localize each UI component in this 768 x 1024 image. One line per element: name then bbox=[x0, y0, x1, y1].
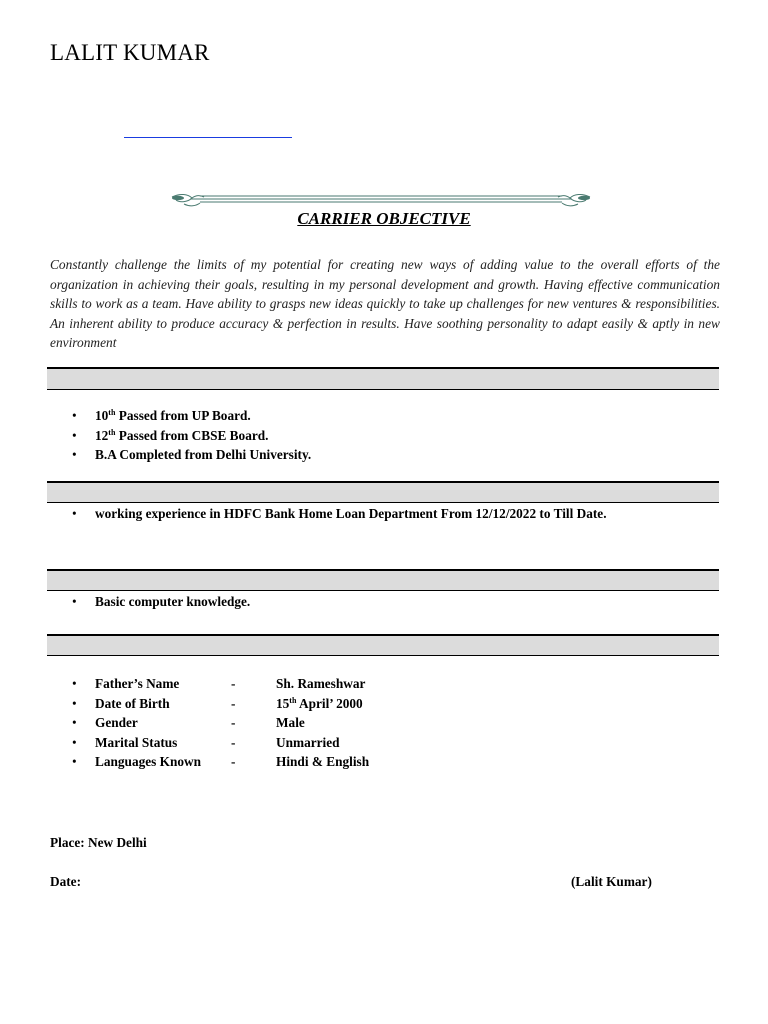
bullet-icon: • bbox=[72, 734, 77, 750]
section-bar-skills bbox=[47, 569, 719, 591]
bullet-icon: • bbox=[72, 506, 77, 521]
education-list bbox=[50, 406, 311, 465]
bullet-icon: • bbox=[72, 715, 77, 730]
list-item: • working experience in HDFC Bank Home Loan Department From 12/12/2022 to Till Date. bbox=[50, 504, 607, 524]
list-item: • 10th Passed from UP Board. bbox=[50, 406, 311, 426]
objective-paragraph: Constantly challenge the limits of my potential for creating new ways of adding value to the overall efforts of the organization in achieving their goals, resulting in my personal development and growth. Having effective communication skills to work as a team. Have ability to grasps new ideas quickly to take up challenges for new ventures & responsibilities. An inherent ability to produce accuracy & perfection in results. Have soothing personality to adapt easily & aptly in new environment bbox=[50, 257, 720, 350]
list-item: • Languages Known - Hindi & English bbox=[50, 752, 369, 772]
place-text: Place: New Delhi bbox=[50, 835, 147, 850]
objective-heading: CARRIER OBJECTIVE bbox=[297, 209, 471, 228]
list-item: • Marital Status - Unmarried bbox=[50, 733, 369, 753]
section-bar-personal bbox=[47, 634, 719, 656]
bullet-icon: • bbox=[72, 408, 77, 423]
decorative-divider-ornament bbox=[170, 190, 592, 208]
date-text: Date: bbox=[50, 874, 82, 889]
list-item: • Date of Birth - 15th April’ 2000 bbox=[50, 694, 369, 714]
signature-name: (Lalit Kumar) bbox=[571, 874, 652, 889]
section-bar-education bbox=[47, 367, 719, 390]
list-item: • Gender - Male bbox=[50, 713, 369, 733]
personal-details-list bbox=[50, 674, 369, 772]
bullet-icon: • bbox=[72, 427, 77, 443]
skills-list bbox=[50, 592, 250, 612]
email-link[interactable] bbox=[124, 137, 292, 138]
bullet-icon: • bbox=[72, 447, 77, 462]
experience-list bbox=[50, 504, 607, 524]
list-item: • B.A Completed from Delhi University. bbox=[50, 445, 311, 465]
list-item: • 12th Passed from CBSE Board. bbox=[50, 426, 311, 446]
bullet-icon: • bbox=[72, 594, 77, 609]
list-item: • Father’s Name - Sh. Rameshwar bbox=[50, 674, 369, 694]
list-item: • Basic computer knowledge. bbox=[50, 592, 250, 612]
bullet-icon: • bbox=[72, 695, 77, 711]
section-bar-experience bbox=[47, 481, 719, 503]
candidate-name: LALIT KUMAR bbox=[50, 40, 210, 65]
bullet-icon: • bbox=[72, 754, 77, 769]
bullet-icon: • bbox=[72, 676, 77, 691]
